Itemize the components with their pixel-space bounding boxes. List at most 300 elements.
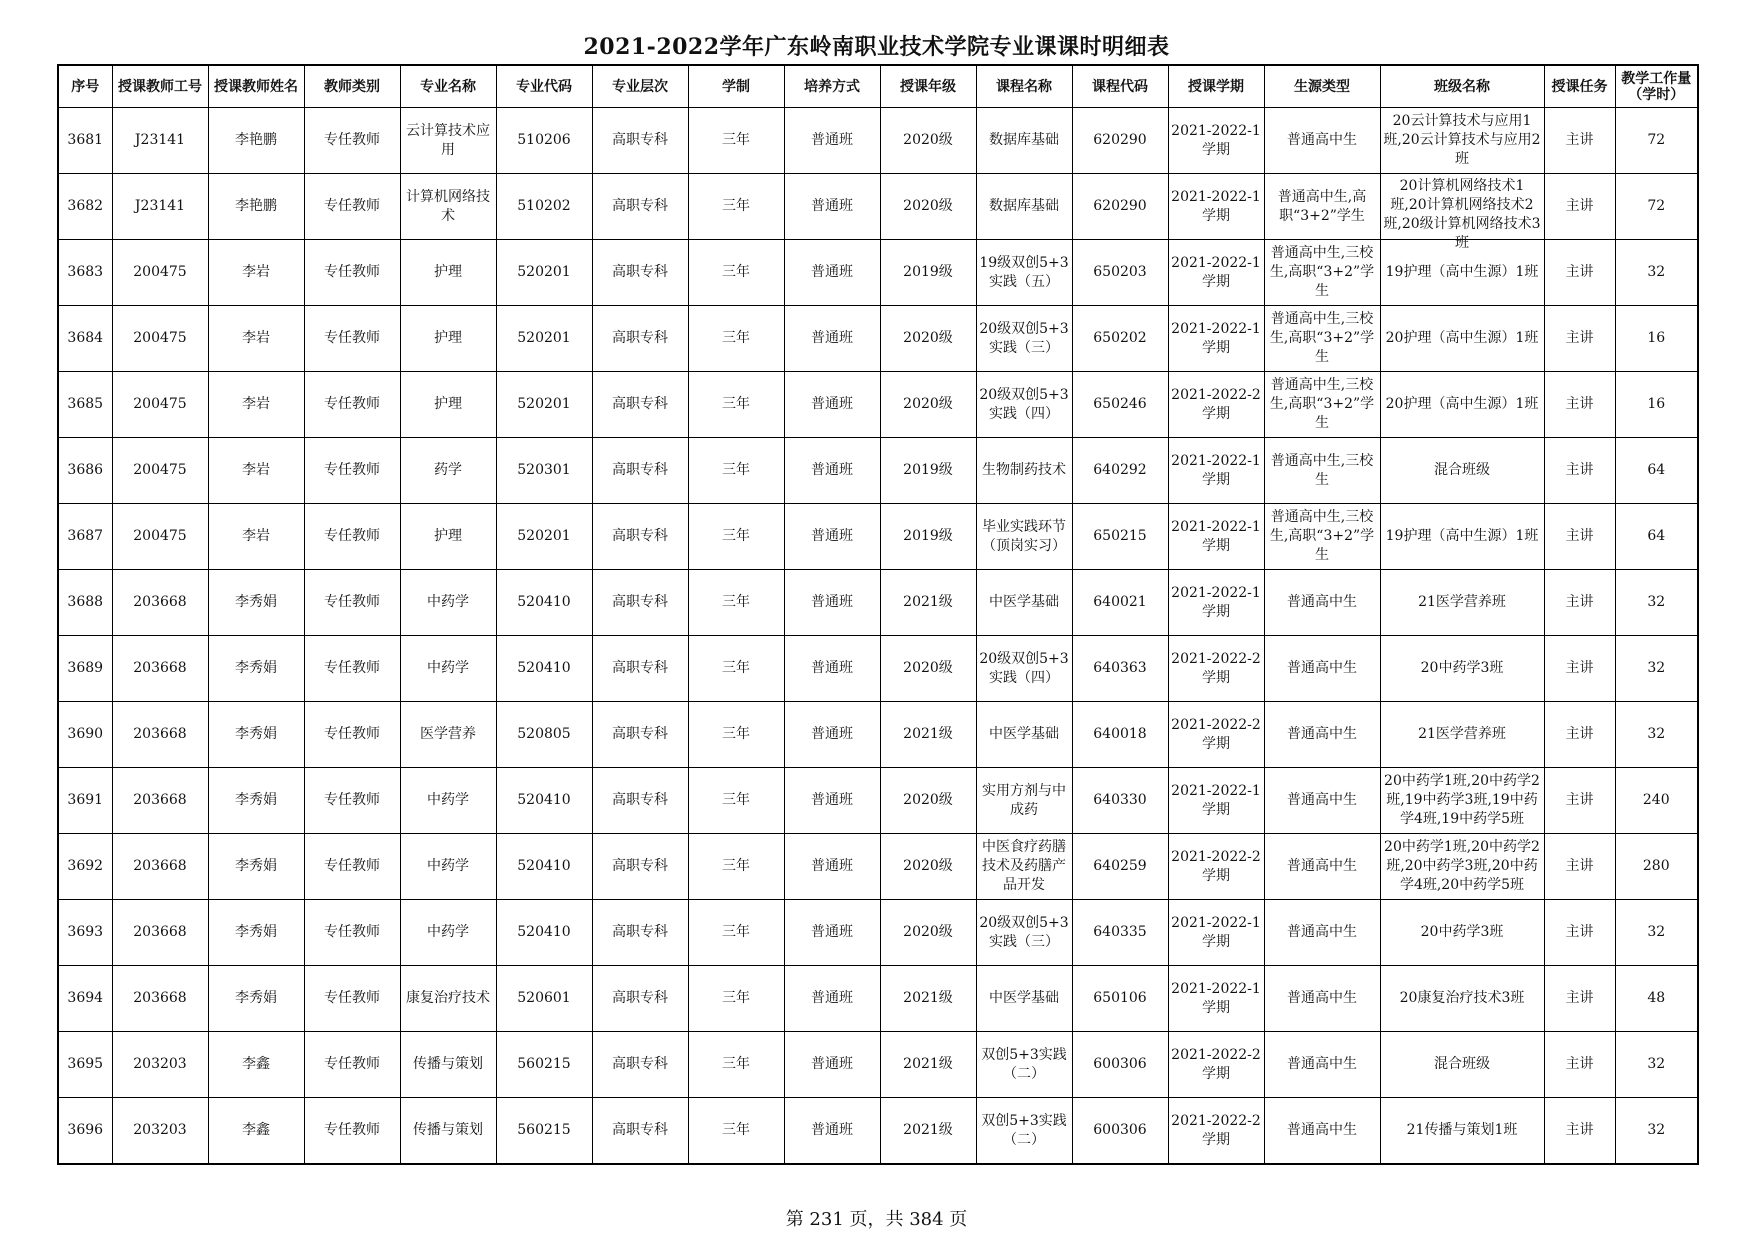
cell-class-name [1380, 966, 1544, 1032]
cell-text: 专任教师 [324, 132, 380, 148]
cell-level [592, 834, 688, 900]
cell-workload [1615, 240, 1698, 306]
cell-text: 203668 [133, 990, 187, 1006]
cell-text: 普通高中生 [1287, 858, 1357, 874]
cell-course-name [976, 900, 1072, 966]
cell-duration [688, 636, 784, 702]
cell-text: 200475 [133, 528, 187, 544]
cell-semester [1168, 372, 1264, 438]
cell-text: 主讲 [1565, 132, 1594, 148]
cell-text: 普通班 [811, 1122, 853, 1138]
cell-workload [1615, 1032, 1698, 1098]
cell-text: 200475 [133, 330, 187, 346]
cell-class-name [1380, 768, 1544, 834]
cell-text: 3688 [67, 594, 104, 610]
table-row [58, 570, 1698, 636]
cell-text: 专任教师 [324, 264, 380, 280]
cell-teacher-name [208, 306, 304, 372]
cell-text: 数据库基础 [989, 198, 1059, 214]
cell-text: 李秀娟 [235, 726, 277, 742]
cell-student-source [1264, 174, 1380, 240]
cell-text: 21传播与策划1班 [1406, 1122, 1518, 1138]
cell-text: 中药学 [427, 858, 469, 874]
cell-training-mode [784, 1098, 880, 1165]
cell-index [58, 372, 112, 438]
cell-text: 2021-2022-1学期 [1171, 320, 1261, 356]
cell-teacher-name [208, 372, 304, 438]
cell-major-name [400, 1098, 496, 1165]
cell-workload [1615, 570, 1698, 636]
cell-teacher-id [112, 504, 208, 570]
cell-text: 高职专科 [612, 660, 668, 676]
cell-text: 李秀娟 [235, 792, 277, 808]
cell-training-mode [784, 900, 880, 966]
cell-text: 普通班 [811, 330, 853, 346]
cell-text: 普通班 [811, 924, 853, 940]
cell-index [58, 900, 112, 966]
cell-text: 双创5+3实践（二） [981, 1112, 1067, 1148]
cell-text: 203203 [133, 1056, 187, 1072]
cell-major-code [496, 636, 592, 702]
cell-text: 云计算技术应用 [406, 122, 490, 158]
cell-text: 200475 [133, 462, 187, 478]
cell-task [1544, 108, 1615, 174]
cell-text: 护理 [434, 330, 462, 346]
cell-task [1544, 1032, 1615, 1098]
cell-text: 主讲 [1565, 1056, 1594, 1072]
cell-text: 2020级 [903, 330, 953, 346]
cell-text: 专任教师 [324, 396, 380, 412]
cell-text: 主讲 [1565, 264, 1594, 280]
cell-training-mode [784, 1032, 880, 1098]
cell-text: 李秀娟 [235, 924, 277, 940]
cell-class-name [1380, 834, 1544, 900]
cell-semester [1168, 306, 1264, 372]
cell-task [1544, 372, 1615, 438]
cell-text: 李鑫 [242, 1122, 270, 1138]
cell-teacher-id [112, 240, 208, 306]
cell-text: 李岩 [242, 330, 270, 346]
cell-text: 三年 [722, 198, 750, 214]
cell-text: 2021级 [903, 1056, 953, 1072]
cell-text: 3685 [67, 396, 104, 412]
cell-teacher-name [208, 240, 304, 306]
cell-grade [880, 438, 976, 504]
cell-text: 21医学营养班 [1418, 726, 1506, 742]
cell-semester [1168, 900, 1264, 966]
cell-level [592, 504, 688, 570]
cell-text: 三年 [722, 1056, 750, 1072]
cell-text: 三年 [722, 528, 750, 544]
cell-text: 高职专科 [612, 264, 668, 280]
cell-text: 普通班 [811, 858, 853, 874]
cell-text: 520201 [517, 528, 571, 544]
cell-text: 主讲 [1565, 594, 1594, 610]
cell-class-name [1380, 108, 1544, 174]
cell-text: 20级双创5+3实践（三） [979, 914, 1069, 950]
cell-text: 600306 [1093, 1056, 1147, 1072]
cell-text: 药学 [434, 462, 462, 478]
cell-text: 240 [1642, 792, 1670, 808]
cell-task [1544, 636, 1615, 702]
cell-teacher-id [112, 174, 208, 240]
cell-text: 2020级 [903, 198, 953, 214]
cell-text: 专任教师 [324, 462, 380, 478]
cell-duration [688, 174, 784, 240]
cell-level [592, 1032, 688, 1098]
cell-text: 计算机网络技术 [406, 188, 490, 224]
cell-teacher-name [208, 900, 304, 966]
cell-teacher-name [208, 570, 304, 636]
cell-text: 3696 [67, 1122, 104, 1138]
cell-course-name [976, 636, 1072, 702]
cell-index [58, 108, 112, 174]
cell-text: 高职专科 [612, 198, 668, 214]
cell-class-name [1380, 504, 1544, 570]
cell-semester [1168, 570, 1264, 636]
cell-grade [880, 108, 976, 174]
cell-text: 32 [1647, 1056, 1666, 1072]
cell-text: 普通高中生 [1287, 594, 1357, 610]
cell-duration [688, 372, 784, 438]
cell-text: 32 [1647, 1122, 1666, 1138]
cell-teacher-name [208, 174, 304, 240]
cell-teacher-type [304, 240, 400, 306]
cell-duration [688, 768, 784, 834]
cell-text: 520601 [517, 990, 571, 1006]
cell-text: 中医学基础 [989, 990, 1059, 1006]
cell-semester [1168, 1098, 1264, 1165]
cell-text: 主讲 [1565, 1122, 1594, 1138]
cell-text: 650203 [1093, 264, 1147, 280]
cell-major-name [400, 768, 496, 834]
cell-major-name [400, 900, 496, 966]
cell-text: 李岩 [242, 396, 270, 412]
cell-text: 2021-2022-2学期 [1171, 386, 1261, 422]
cell-duration [688, 306, 784, 372]
cell-text: 普通班 [811, 1056, 853, 1072]
cell-course-name [976, 1032, 1072, 1098]
cell-teacher-type [304, 768, 400, 834]
page-title: 2021-2022学年广东岭南职业技术学院专业课课时明细表 [583, 34, 1170, 60]
cell-text: 2021-2022-1学期 [1171, 254, 1261, 290]
cell-text: 2021-2022-1学期 [1171, 980, 1261, 1016]
cell-text: 16 [1647, 330, 1666, 346]
cell-level [592, 372, 688, 438]
cell-teacher-type [304, 174, 400, 240]
cell-grade [880, 768, 976, 834]
cell-text: 中药学 [427, 594, 469, 610]
course-hours-table [57, 64, 1699, 1165]
cell-course-name [976, 834, 1072, 900]
cell-class-name [1380, 438, 1544, 504]
cell-major-code [496, 174, 592, 240]
cell-text: 主讲 [1565, 462, 1594, 478]
cell-level [592, 1098, 688, 1165]
cell-text: 中医食疗药膳技术及药膳产品开发 [982, 839, 1066, 893]
cell-course-name [976, 306, 1072, 372]
cell-text: 普通班 [811, 198, 853, 214]
cell-major-code [496, 570, 592, 636]
cell-text: 普通班 [811, 594, 853, 610]
cell-workload [1615, 438, 1698, 504]
cell-text: 2020级 [903, 396, 953, 412]
cell-training-mode [784, 372, 880, 438]
cell-text: 3689 [67, 660, 104, 676]
cell-course-code [1072, 834, 1168, 900]
cell-text: 李艳鹏 [235, 198, 277, 214]
cell-text: 48 [1647, 990, 1666, 1006]
cell-text: 650106 [1093, 990, 1147, 1006]
cell-text: 双创5+3实践（二） [981, 1046, 1067, 1082]
cell-text: 640018 [1093, 726, 1147, 742]
header-col-workload: 教学工作量（学时） [1615, 65, 1698, 108]
header-col-teacher-type: 教师类别 [304, 65, 400, 108]
cell-major-code [496, 108, 592, 174]
cell-index [58, 1032, 112, 1098]
header-col-teacher-id: 授课教师工号 [112, 65, 208, 108]
cell-text: 640292 [1093, 462, 1147, 478]
cell-text: 2021-2022-1学期 [1171, 188, 1261, 224]
cell-text: 中药学 [427, 792, 469, 808]
cell-text: 3693 [67, 924, 104, 940]
cell-text: 医学营养 [420, 726, 476, 742]
cell-text: 专任教师 [324, 792, 380, 808]
cell-text: 3681 [67, 132, 104, 148]
cell-text: 高职专科 [612, 726, 668, 742]
cell-text: 中药学 [427, 660, 469, 676]
cell-major-name [400, 438, 496, 504]
cell-level [592, 306, 688, 372]
cell-student-source [1264, 768, 1380, 834]
cell-major-code [496, 1032, 592, 1098]
cell-text: 32 [1647, 594, 1666, 610]
cell-student-source [1264, 372, 1380, 438]
cell-duration [688, 240, 784, 306]
cell-text: 中医学基础 [989, 726, 1059, 742]
header-col-semester: 授课学期 [1168, 65, 1264, 108]
cell-course-code [1072, 372, 1168, 438]
cell-text: 32 [1647, 660, 1666, 676]
cell-duration [688, 1032, 784, 1098]
cell-course-code [1072, 1032, 1168, 1098]
cell-text: 2021-2022-2学期 [1171, 848, 1261, 884]
cell-teacher-id [112, 1032, 208, 1098]
cell-text: 中医学基础 [989, 594, 1059, 610]
cell-text: 20级双创5+3实践（四） [979, 650, 1069, 686]
cell-course-name [976, 702, 1072, 768]
cell-text: 20级双创5+3实践（四） [979, 386, 1069, 422]
cell-level [592, 768, 688, 834]
cell-text: 李秀娟 [235, 990, 277, 1006]
cell-text: 640363 [1093, 660, 1147, 676]
cell-semester [1168, 636, 1264, 702]
cell-student-source [1264, 240, 1380, 306]
cell-workload [1615, 504, 1698, 570]
cell-text: 普通高中生 [1287, 792, 1357, 808]
cell-major-name [400, 1032, 496, 1098]
cell-text: 3695 [67, 1056, 104, 1072]
header-col-course-name: 课程名称 [976, 65, 1072, 108]
cell-text: 2021-2022-2学期 [1171, 650, 1261, 686]
cell-index [58, 1098, 112, 1165]
cell-duration [688, 900, 784, 966]
cell-text: 560215 [517, 1122, 571, 1138]
cell-text: 21医学营养班 [1418, 594, 1506, 610]
cell-teacher-name [208, 702, 304, 768]
cell-text: 主讲 [1565, 198, 1594, 214]
cell-text: 三年 [722, 462, 750, 478]
table-row [58, 174, 1698, 240]
cell-duration [688, 834, 784, 900]
cell-text: 普通班 [811, 528, 853, 544]
cell-training-mode [784, 240, 880, 306]
cell-text: 20中药学1班,20中药学2班,20中药学3班,20中药学4班,20中药学5班 [1384, 839, 1540, 893]
cell-text: 19护理（高中生源）1班 [1385, 528, 1539, 544]
cell-text: 620290 [1093, 132, 1147, 148]
cell-course-code [1072, 438, 1168, 504]
cell-grade [880, 966, 976, 1032]
cell-text: 普通高中生,三校生 [1270, 452, 1374, 488]
header-col-course-code: 课程代码 [1072, 65, 1168, 108]
cell-text: 520201 [517, 264, 571, 280]
cell-index [58, 768, 112, 834]
cell-course-name [976, 504, 1072, 570]
cell-text: J23141 [134, 198, 186, 214]
cell-text: 2021-2022-2学期 [1171, 1112, 1261, 1148]
cell-grade [880, 174, 976, 240]
cell-text: 专任教师 [324, 198, 380, 214]
cell-course-name [976, 174, 1072, 240]
cell-text: 普通高中生,三校生,高职“3+2”学生 [1269, 377, 1375, 431]
cell-text: 专任教师 [324, 528, 380, 544]
cell-grade [880, 834, 976, 900]
cell-student-source [1264, 966, 1380, 1032]
cell-text: 2021-2022-1学期 [1171, 914, 1261, 950]
cell-text: 主讲 [1565, 792, 1594, 808]
cell-workload [1615, 174, 1698, 240]
cell-student-source [1264, 306, 1380, 372]
cell-text: 普通班 [811, 726, 853, 742]
cell-text: 19护理（高中生源）1班 [1385, 264, 1539, 280]
cell-duration [688, 504, 784, 570]
cell-student-source [1264, 834, 1380, 900]
cell-text: 三年 [722, 132, 750, 148]
cell-workload [1615, 1098, 1698, 1165]
cell-student-source [1264, 636, 1380, 702]
cell-text: 高职专科 [612, 330, 668, 346]
cell-training-mode [784, 504, 880, 570]
cell-class-name [1380, 900, 1544, 966]
cell-text: 三年 [722, 924, 750, 940]
cell-teacher-name [208, 1098, 304, 1165]
cell-duration [688, 702, 784, 768]
cell-text: 康复治疗技术 [406, 990, 490, 1006]
cell-text: 专任教师 [324, 1122, 380, 1138]
cell-text: 640021 [1093, 594, 1147, 610]
cell-course-code [1072, 1098, 1168, 1165]
cell-text: 2021级 [903, 726, 953, 742]
cell-class-name [1380, 174, 1544, 251]
cell-grade [880, 702, 976, 768]
cell-text: 20康复治疗技术3班 [1399, 990, 1525, 1006]
table-header-row [58, 65, 1698, 108]
cell-text: 20云计算技术与应用1班,20云计算技术与应用2班 [1383, 113, 1541, 167]
table-row [58, 504, 1698, 570]
cell-major-name [400, 504, 496, 570]
cell-text: 普通高中生,高职“3+2”学生 [1277, 188, 1367, 224]
cell-text: 520410 [517, 858, 571, 874]
cell-major-code [496, 1098, 592, 1165]
cell-text: 203203 [133, 1122, 187, 1138]
cell-course-name [976, 570, 1072, 636]
cell-text: 600306 [1093, 1122, 1147, 1138]
cell-task [1544, 1098, 1615, 1165]
cell-class-name [1380, 1098, 1544, 1165]
cell-text: 三年 [722, 660, 750, 676]
header-col-training-mode: 培养方式 [784, 65, 880, 108]
cell-text: 20护理（高中生源）1班 [1385, 330, 1539, 346]
cell-teacher-name [208, 108, 304, 174]
cell-text: 3692 [67, 858, 104, 874]
cell-workload [1615, 108, 1698, 174]
cell-index [58, 702, 112, 768]
cell-training-mode [784, 702, 880, 768]
cell-task [1544, 702, 1615, 768]
cell-text: 2020级 [903, 792, 953, 808]
cell-teacher-id [112, 108, 208, 174]
cell-major-code [496, 504, 592, 570]
cell-index [58, 174, 112, 240]
cell-major-code [496, 834, 592, 900]
cell-text: 数据库基础 [989, 132, 1059, 148]
cell-text: 2020级 [903, 858, 953, 874]
table-row [58, 372, 1698, 438]
cell-teacher-name [208, 768, 304, 834]
cell-semester [1168, 834, 1264, 900]
cell-course-name [976, 438, 1072, 504]
cell-text: 普通班 [811, 990, 853, 1006]
cell-text: 3694 [67, 990, 104, 1006]
cell-text: 普通高中生 [1287, 726, 1357, 742]
table-row [58, 702, 1698, 768]
cell-course-name [976, 1098, 1072, 1165]
cell-major-code [496, 900, 592, 966]
cell-text: 2019级 [903, 462, 953, 478]
cell-text: 20级双创5+3实践（三） [979, 320, 1069, 356]
table-row [58, 240, 1698, 306]
cell-teacher-id [112, 372, 208, 438]
cell-training-mode [784, 834, 880, 900]
cell-index [58, 636, 112, 702]
cell-teacher-id [112, 306, 208, 372]
cell-text: 高职专科 [612, 594, 668, 610]
cell-teacher-id [112, 834, 208, 900]
cell-text: 普通高中生 [1287, 660, 1357, 676]
cell-text: 三年 [722, 858, 750, 874]
table-row [58, 834, 1698, 900]
cell-teacher-id [112, 1098, 208, 1165]
cell-task [1544, 570, 1615, 636]
cell-teacher-type [304, 570, 400, 636]
cell-text: 生物制药技术 [982, 462, 1066, 478]
cell-grade [880, 570, 976, 636]
cell-text: 510206 [517, 132, 571, 148]
cell-text: 普通高中生 [1287, 990, 1357, 1006]
cell-text: 普通高中生 [1287, 1056, 1357, 1072]
cell-text: 专任教师 [324, 924, 380, 940]
cell-text: 3690 [67, 726, 104, 742]
